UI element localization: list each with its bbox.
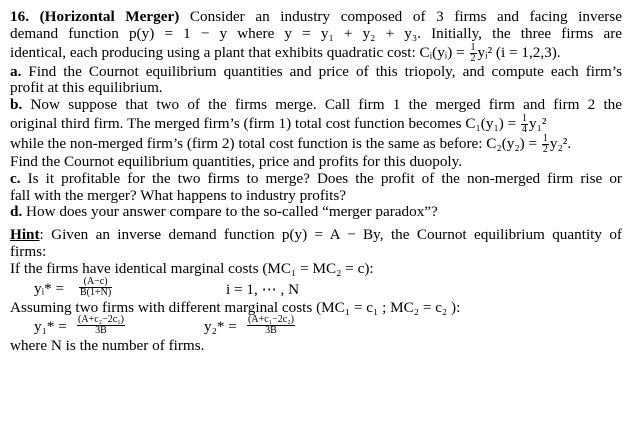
part-b-text-3b: y₂². bbox=[549, 134, 572, 152]
cost-fraction-numerator: 1 bbox=[470, 41, 476, 53]
problem-title: (Horizontal Merger) bbox=[39, 8, 180, 25]
problem-intro-text-1: Consider an industry composed of 3 firms and facing inverse bbox=[189, 8, 623, 25]
part-a-label: a. bbox=[10, 62, 22, 80]
problem-intro-text-2: demand function p(y) = 1 − y where y = y₁ + y₂ + y₃. Initially, the three firms are bbox=[10, 24, 622, 42]
hint-text-2: firms: bbox=[10, 242, 47, 260]
part-b-label: b. bbox=[10, 96, 23, 114]
problem-intro-text-3a: identical, each producing using a plant that exhibits quadratic cost: Cᵢ(yᵢ) = bbox=[10, 43, 469, 61]
different-cost-formulas bbox=[10, 316, 622, 338]
part-b-line-1 bbox=[10, 97, 622, 114]
cost-fraction-denominator: 2 bbox=[470, 52, 476, 64]
formula-1-lhs: yᵢ* = bbox=[34, 279, 65, 297]
part-d-line-1 bbox=[10, 204, 622, 221]
formula-2-lhs: y₁* = bbox=[34, 318, 67, 336]
part-d-text-1: How does your answer compare to the so-called “merger paradox”? bbox=[26, 203, 438, 221]
nonmerged-cost-fraction bbox=[542, 134, 549, 155]
part-b-line-2 bbox=[10, 114, 622, 134]
cost-fraction bbox=[470, 43, 477, 64]
problem-intro-line-1 bbox=[10, 9, 622, 26]
hint-label: Hint bbox=[10, 226, 40, 244]
hint-line-2 bbox=[10, 244, 622, 261]
part-b-text-2a: original third firm. The merged firm’s (firm 1) total cost function becomes C₁(y₁) = bbox=[10, 114, 520, 132]
part-a-line-2 bbox=[10, 80, 622, 97]
hint-text-5: where N is the number of firms. bbox=[10, 337, 205, 355]
part-b-text-1: Now suppose that two of the firms merge. Call firm 1 the merged firm and firm 2 the bbox=[30, 96, 623, 114]
formula-3-denominator: 3B bbox=[247, 325, 295, 336]
formula-1-index-range: i = 1, ⋯ , N bbox=[226, 280, 300, 298]
part-b-text-2b: y₁² bbox=[528, 114, 547, 132]
nonmerged-cost-fraction-denominator: 2 bbox=[542, 144, 548, 155]
problem-document bbox=[10, 9, 622, 355]
part-b-line-3 bbox=[10, 134, 622, 154]
part-c-line-2 bbox=[10, 188, 622, 205]
hint-text-3: If the firms have identical marginal costs (MC₁ = MC₂ = c): bbox=[10, 259, 374, 277]
formula-3-fraction bbox=[247, 315, 295, 336]
hint-text-1: : Given an inverse demand function p(y) = A − By, the Cournot equilibrium quantity of bbox=[39, 226, 622, 244]
part-a-line-1 bbox=[10, 64, 622, 81]
formula-2-numerator: (A+c₂−2c₁) bbox=[78, 314, 125, 326]
formula-1-denominator: B(1+N) bbox=[80, 286, 112, 298]
identical-cost-formula bbox=[10, 275, 622, 300]
formula-2-denominator: 3B bbox=[77, 325, 125, 336]
formula-3-numerator: (A+c₁−2c₂) bbox=[248, 314, 295, 326]
hint-text-4: Assuming two firms with different marginal costs (MC₁ = c₁ ; MC₂ = c₂ ): bbox=[10, 298, 461, 316]
part-c-text-2: fall with the merger? What happens to industry profits? bbox=[10, 186, 347, 204]
formula-1-fraction bbox=[79, 277, 112, 298]
merged-cost-fraction-numerator: 1 bbox=[521, 113, 527, 124]
formula-1-numerator: (A−c) bbox=[83, 275, 108, 287]
part-a-text-1: Find the Cournot equilibrium quantities and price of this triopoly, and compute each firm’s bbox=[28, 62, 623, 80]
hint-line-1 bbox=[10, 227, 622, 244]
merged-cost-fraction bbox=[521, 114, 528, 135]
formula-2-fraction bbox=[77, 315, 125, 336]
problem-number: 16. bbox=[10, 8, 29, 25]
part-c-label: c. bbox=[10, 169, 21, 187]
nonmerged-cost-fraction-numerator: 1 bbox=[542, 133, 548, 144]
part-b-text-3a: while the non-merged firm’s (firm 2) total cost function is the same as before: C₂(y₂) = bbox=[10, 134, 541, 152]
part-c-text-1: Is it profitable for the two firms to merge? Does the profit of the non-merged firm rise or bbox=[27, 169, 622, 187]
part-b-text-4: Find the Cournot equilibrium quantities, price and profits for this duopoly. bbox=[10, 152, 463, 170]
part-d-label: d. bbox=[10, 203, 23, 221]
formula-3-lhs: y₂* = bbox=[204, 318, 237, 336]
hint-line-5 bbox=[10, 338, 622, 355]
part-c-line-1 bbox=[10, 171, 622, 188]
merged-cost-fraction-denominator: 4 bbox=[521, 124, 527, 135]
problem-intro-line-3 bbox=[10, 43, 622, 64]
part-b-line-4 bbox=[10, 154, 622, 171]
problem-intro-line-2 bbox=[10, 26, 622, 43]
part-a-text-2: profit at this equilibrium. bbox=[10, 79, 163, 97]
problem-intro-text-3b: yᵢ² (i = 1,2,3). bbox=[477, 43, 561, 61]
